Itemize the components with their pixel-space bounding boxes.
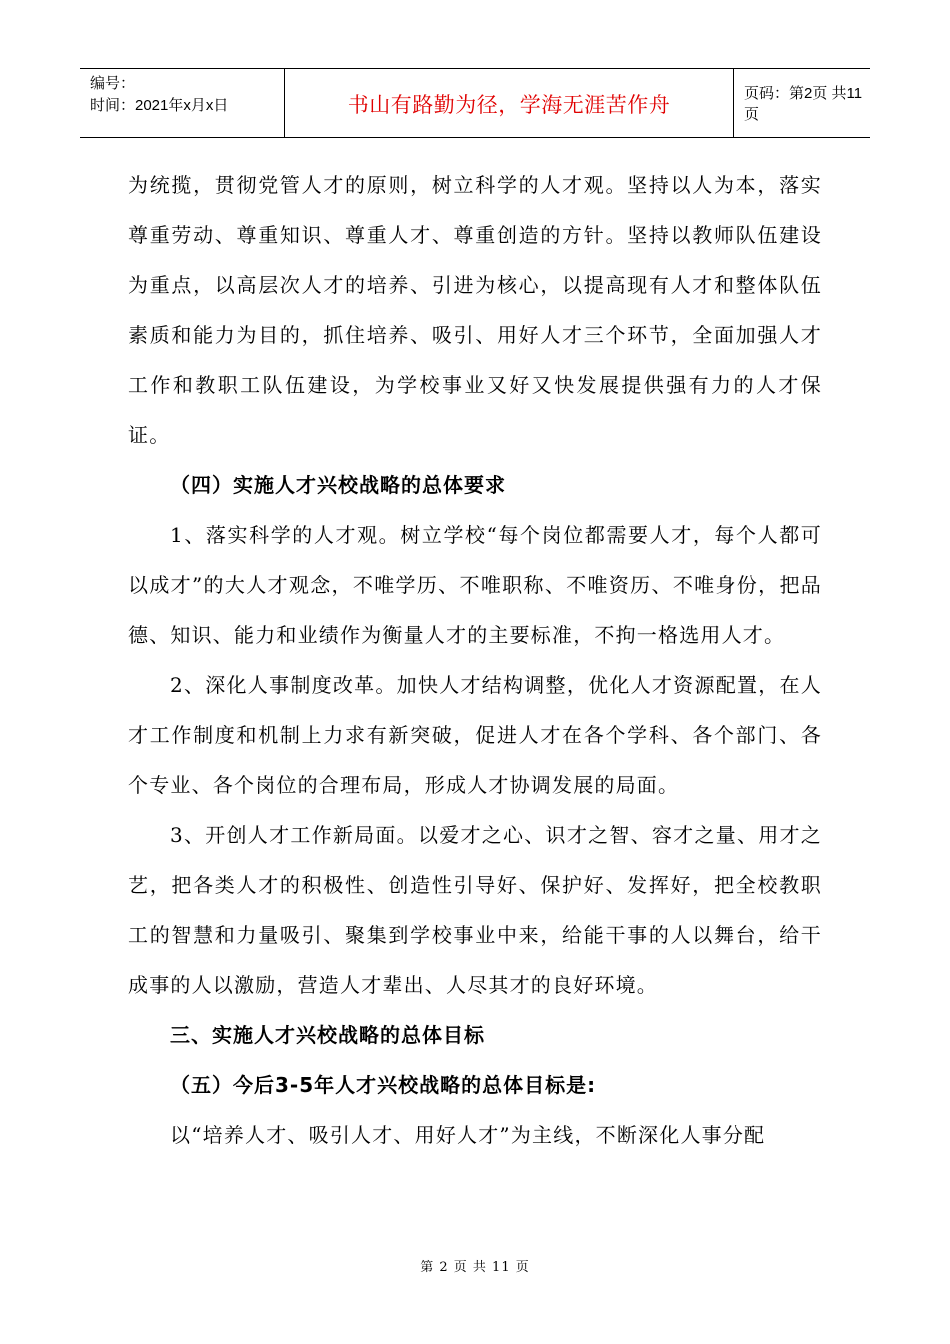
header-page-info: 页码：第2页 共11页	[744, 85, 863, 123]
heading-goals-detail: （五）今后3-5年人才兴校战略的总体目标是:	[170, 1073, 597, 1097]
list-item-3: 3、开创人才工作新局面。以爱才之心、识才之智、容才之量、用才之艺，把各类人才的积极性、创造性引导好、保护好、发挥好，把全校教职工的智慧和力量吸引、聚集到学校事业中来，给能干事的人以舞台，给干成事的人以激励，营造人才辈出、人尽其才的良好环境。	[128, 823, 822, 997]
header-motto: 书山有路勤为径，学海无涯苦作舟	[347, 93, 671, 117]
header-meta	[80, 69, 284, 137]
list-item-2: 2、深化人事制度改革。加快人才结构调整，优化人才资源配置，在人才工作制度和机制上力求有新突破，促进人才在各个学科、各个部门、各个专业、各个岗位的合理布局，形成人才协调发展的局面。	[128, 673, 822, 797]
paragraph-main-line: 以“培养人才、吸引人才、用好人才”为主线，不断深化人事分配	[170, 1123, 766, 1147]
page-footer: 第 2 页 共 11 页	[420, 1260, 530, 1275]
section-heading-goals: 三、实施人才兴校战略的总体目标	[170, 1023, 485, 1047]
header-motto-cell	[284, 69, 734, 137]
page-header	[80, 68, 870, 138]
heading-requirements: （四）实施人才兴校战略的总体要求	[170, 473, 506, 497]
document-time-label: 时间：2021年x月x日	[90, 97, 229, 114]
list-item-1: 1、落实科学的人才观。树立学校“每个岗位都需要人才，每个人都可以成才”的大人才观念，不唯学历、不唯职称、不唯资历、不唯身份，把品德、知识、能力和业绩作为衡量人才的主要标准，不拘一格选用人才。	[128, 523, 822, 647]
document-number-label: 编号：	[90, 75, 136, 92]
paragraph-continuation: 为统揽，贯彻党管人才的原则，树立科学的人才观。坚持以人为本，落实尊重劳动、尊重知识、尊重人才、尊重创造的方针。坚持以教师队伍建设为重点，以高层次人才的培养、引进为核心，以提高现有人才和整体队伍素质和能力为目的，抓住培养、吸引、用好人才三个环节，全面加强人才工作和教职工队伍建设，为学校事业又好又快发展提供强有力的人才保证。	[128, 173, 822, 447]
document-body	[128, 160, 822, 1160]
